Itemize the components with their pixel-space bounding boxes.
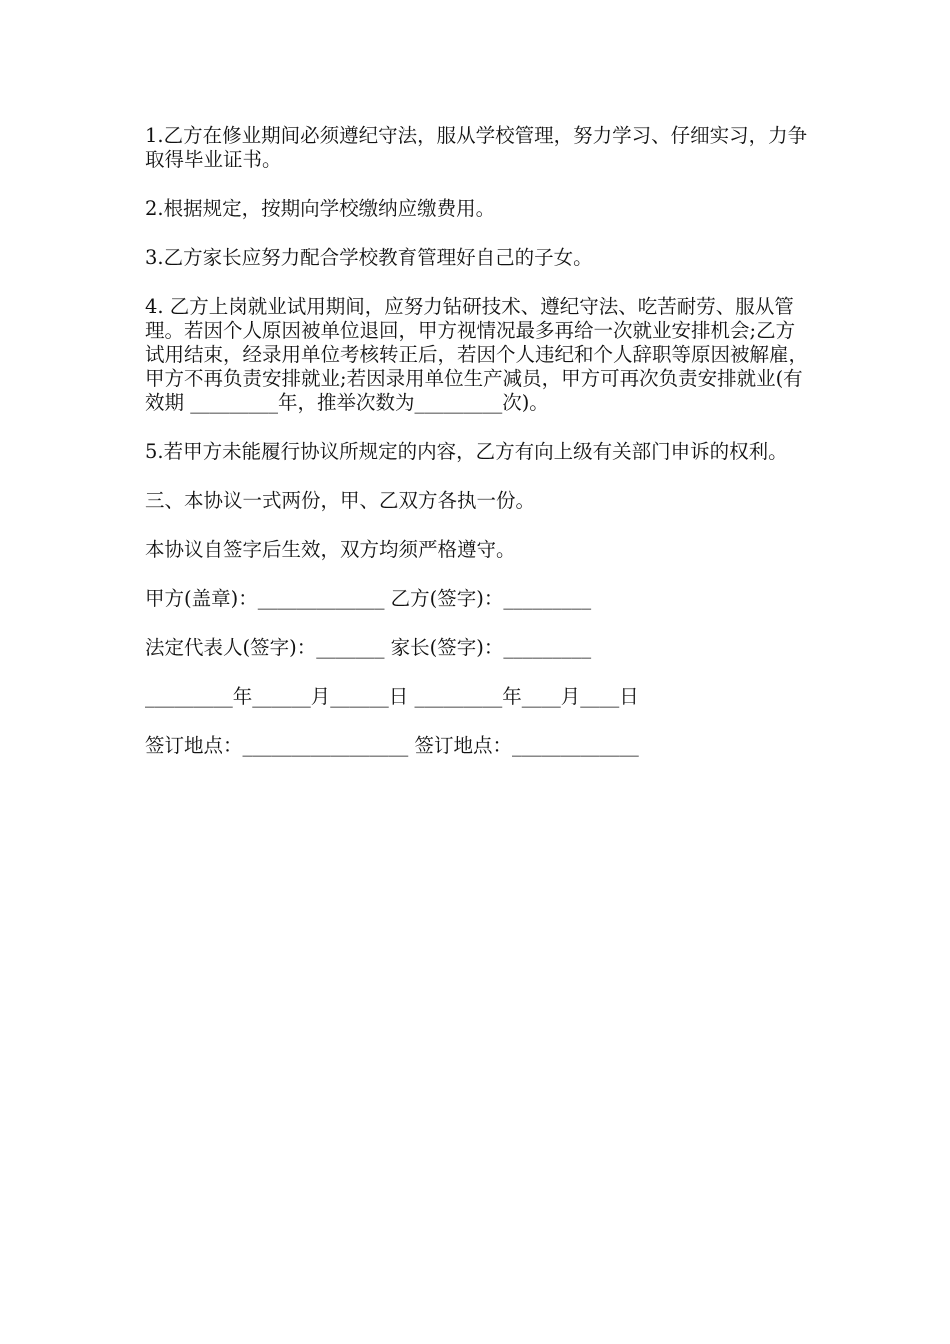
effective-clause: 本协议自签字后生效，双方均须严格遵守。 — [145, 538, 516, 561]
date-line: _________年______月______日 _________年____月____日 — [145, 685, 639, 708]
party-signature-line: 甲方(盖章)：_____________ 乙方(签字)：_________ — [145, 587, 592, 610]
clause-3: 3.乙方家长应努力配合学校教育管理好自己的子女。 — [145, 246, 593, 269]
signing-location-line: 签订地点：_________________ 签订地点：_____________ — [145, 734, 639, 757]
clause-1: 1.乙方在修业期间必须遵纪守法，服从学校管理，努力学习、仔细实习，力争取得毕业证书。 — [145, 124, 808, 171]
representative-signature-line: 法定代表人(签字)：_______ 家长(签字)：_________ — [145, 636, 592, 659]
clause-5: 5.若甲方未能履行协议所规定的内容，乙方有向上级有关部门申诉的权利。 — [145, 440, 788, 463]
agreement-document — [145, 124, 810, 783]
copies-clause: 三、本协议一式两份，甲、乙双方各执一份。 — [145, 489, 536, 512]
clause-2: 2.根据规定，按期向学校缴纳应缴费用。 — [145, 197, 496, 220]
clause-4: 4. 乙方上岗就业试用期间，应努力钻研技术、遵纪守法、吃苦耐劳、服从管理。若因个人原因被单位退回，甲方视情况最多再给一次就业安排机会;乙方试用结束，经录用单位考核转正后，若因个人违纪和个人辞职等原因被解雇，甲方不再负责安排就业;若因录用单位生产减员，甲方可再次负责安排就业(有效期 _________年，推举次数为_________次)。 — [145, 295, 809, 414]
